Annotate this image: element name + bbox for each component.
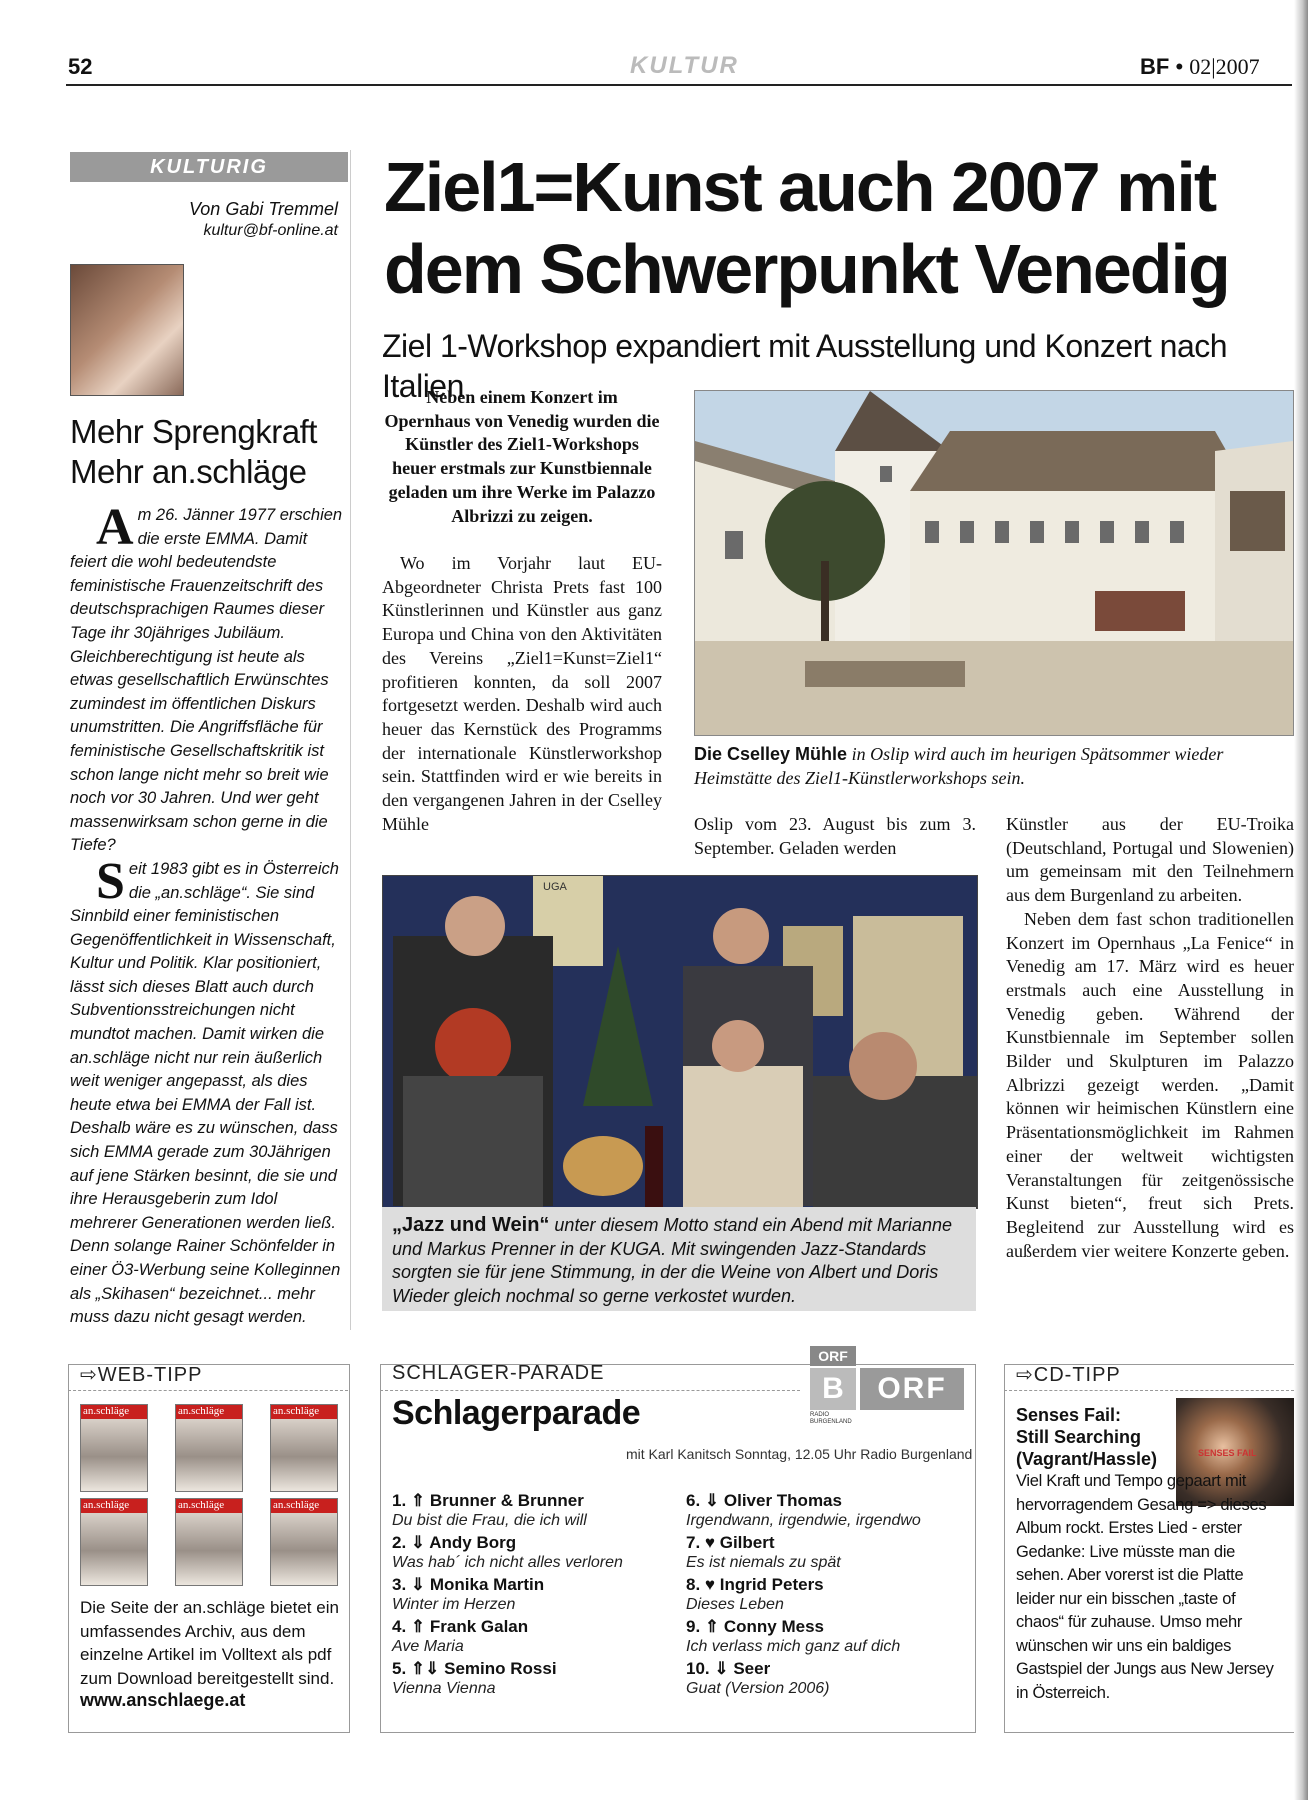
orf-radio-burgenland-logo [810, 1346, 964, 1428]
schlager-subtitle: mit Karl Kanitsch Sonntag, 12.05 Uhr Radio Burgenland [626, 1446, 973, 1462]
artist-name: Monika Martin [429, 1575, 545, 1594]
list-item-rank: 9. ⇑ [686, 1617, 724, 1636]
article-paragraph: Wo im Vorjahr laut EU-Abgeordneter Christa Prets fast 100 Künstlerinnen und Künstler aus ganz Europa und China von den Aktivitäten des Vereins „Ziel1=Kunst=Ziel1“ profitieren konnten, da soll 2007 fortgesetzt werden. Deshalb wird auch heuer das Kernstück des Programms der internationale Künstlerworkshop sein. Stattfinden wird er wie bereits in den vergangenen Jahren in der Cselley Mühle [382, 553, 662, 834]
dropcap: A [96, 499, 134, 556]
cd-title [1016, 1404, 1166, 1470]
magazine-cover [270, 1404, 338, 1492]
article-body-col2 [694, 813, 976, 860]
article-paragraph: Neben dem fast schon traditionellen Konzert im Opernhaus „La Fenice“ in Venedig am 17. März wird es heuer erstmals auch eine Ausstellung in Venedig geben. Während der Kunstbiennale im September sollen Bilder und Skulpturen im Palazzo Albrizzi gezeigt werden. „Damit können wir heimischen Künstlern eine Präsentationsmöglichkeit im Rahmen einer der weltweit wichtigsten Veranstaltungen für zeitgenössische Kunst bieten“, freut sich Prets. Begleitend zur Ausstellung wird es außerdem vier weitere Konzerte geben. [1006, 908, 1294, 1261]
web-tipp-heading [80, 1362, 202, 1387]
jazz-illustration [383, 876, 977, 1208]
photo-caption-bold: Die Cselley Mühle [694, 744, 848, 764]
list-item [686, 1658, 956, 1698]
article-body-col3 [1006, 813, 1294, 1263]
list-item-song: Winter im Herzen [392, 1596, 516, 1613]
list-item [686, 1574, 956, 1614]
list-item-rank: 4. ⇑ [392, 1617, 430, 1636]
column-paragraph-2 [70, 852, 348, 1330]
web-tipp-url[interactable]: www.anschlaege.at [80, 1690, 246, 1710]
list-item [392, 1532, 662, 1572]
cover-label: an.schläge [178, 1405, 225, 1417]
cover-label: an.schläge [273, 1405, 320, 1417]
magazine-covers [80, 1404, 336, 1584]
cd-cover-text: SENSES FAIL [1198, 1448, 1257, 1458]
orf-logo-radio: RADIO BURGENLAND [810, 1412, 852, 1425]
mill-illustration [695, 391, 1293, 735]
magazine-cover [270, 1498, 338, 1586]
byline-email: kultur@bf-online.at [203, 222, 338, 239]
schlager-title: Schlagerparade [392, 1394, 641, 1432]
column-body [70, 499, 348, 1330]
cover-label: an.schläge [273, 1499, 320, 1511]
dropcap: S [96, 852, 125, 910]
list-item-artist [392, 1532, 662, 1553]
headline [384, 146, 1304, 310]
cover-label: an.schläge [83, 1499, 130, 1511]
subheadline: Ziel 1-Workshop expandiert mit Ausstellung und Konzert nach Italien [382, 328, 1228, 404]
schlager-heading: SCHLAGER-PARADE [392, 1362, 605, 1384]
list-item-artist [686, 1490, 956, 1511]
list-item-song: Ave Maria [392, 1638, 464, 1655]
list-item-rank: 3. ⇓ [392, 1575, 430, 1594]
byline-author: Von Gabi Tremmel [188, 199, 338, 219]
cd-title-line: Still Searching [1016, 1427, 1142, 1447]
column-label: KULTURIG [70, 152, 348, 182]
list-item-rank: 2. ⇓ [392, 1533, 430, 1552]
magazine-cover [80, 1404, 148, 1492]
cd-title-line: (Vagrant/Hassle) [1016, 1449, 1158, 1469]
photo-caption [694, 742, 1294, 790]
list-item-song: Was hab´ ich nicht alles verloren [392, 1554, 623, 1571]
header-rule [66, 84, 1292, 86]
list-item [392, 1490, 662, 1530]
cd-title-line: Senses Fail: [1016, 1405, 1122, 1425]
cover-label: an.schläge [83, 1405, 130, 1417]
page-number: 52 [68, 54, 93, 79]
list-item-artist [686, 1574, 956, 1595]
column-p1-text: m 26. Jänner 1977 erschien die erste EMMA. Damit feiert die wohl bedeutendste feministische Frauenzeitschrift des deutschsprachigen Raumes dieser Tage ihr 30jähriges Jubiläum. Gleichberechtigung ist heute als etwas gesellschaftlich Erwünschtes zumindest im öffentlichen Diskurs unumstritten. Die Angriffsfläche für feministische Gesellschaftskritik ist schon lange nicht mehr so breit wie noch vor 30 Jahren. Und wer geht massenwirksam schon gerne in die Tiefe? [70, 506, 343, 855]
article-body-col1 [382, 552, 662, 836]
web-tipp-text: Die Seite der an.schläge bietet ein umfassendes Archiv, aus dem einzelne Artikel im Volltext als pdf zum Download bereitgestellt sind. [80, 1598, 339, 1688]
list-item-artist [392, 1574, 662, 1595]
article-paragraph: Künstler aus der EU-Troika (Deutschland, Portugal und Slowenien) um gemeinsam mit den Teilnehmern aus dem Burgenland zu arbeiten. [1006, 814, 1294, 906]
author-photo [70, 264, 184, 396]
list-item-song: Vienna Vienna [392, 1680, 496, 1697]
list-item-song: Ich verlass mich ganz auf dich [686, 1638, 901, 1655]
cd-tipp-heading [1016, 1362, 1121, 1387]
masthead [1140, 54, 1260, 80]
cd-tipp-text: Viel Kraft und Tempo gepaart mit hervorragendem Gesang => dieses Album rockt. Erstes Lied - erster Gedanke: Live müsste man die sehen. Aber vorerst ist die Platte leider nur ein bisschen „taste of chaos“ für zuhause. Umso mehr wünschen wir uns ein baldiges Gastspiel der Jungs aus New Jersey in Österreich. [1016, 1472, 1274, 1702]
column-title-line1: Mehr Sprengkraft [70, 413, 317, 450]
photo-caption-text: unter diesem Motto stand ein Abend mit Marianne und Markus Prenner in der KUGA. Mit swingenden Jazz-Standards sorgten sie für jene Stimmung, in der die Weine von Albert und Doris Wieder gleich nochmal so gerne verkostet wurden. [392, 1215, 952, 1306]
divider [380, 1390, 800, 1391]
photo-caption [392, 1214, 968, 1308]
artist-name: Oliver Thomas [723, 1491, 842, 1510]
list-item [686, 1490, 956, 1530]
artist-name: Frank Galan [429, 1617, 529, 1636]
artist-name: Seer [733, 1659, 771, 1678]
photo-cselley-muehle [694, 390, 1294, 736]
magazine-cover [175, 1404, 243, 1492]
column-title [70, 412, 350, 492]
artist-name: Ingrid Peters [719, 1575, 824, 1594]
list-item-rank: 7. ♥ [686, 1533, 720, 1552]
artist-name: Semino Rossi [444, 1659, 557, 1678]
list-item-rank: 1. ⇑ [392, 1491, 430, 1510]
column-title-line2: Mehr an.schläge [70, 453, 307, 490]
artist-name: Andy Borg [429, 1533, 517, 1552]
artist-name: Gilbert [719, 1533, 775, 1552]
list-item-song: Es ist niemals zu spät [686, 1554, 841, 1571]
article-lead: Neben einem Konzert im Opernhaus von Venedig wurden die Künstler des Ziel1-Workshops heuer erstmals zur Kunstbiennale geladen um ihre Werke im Palazzo Albrizzi zu zeigen. [384, 387, 660, 526]
web-tipp-heading-text: WEB-TIPP [97, 1364, 203, 1386]
byline [70, 198, 338, 242]
list-item-artist [686, 1616, 956, 1637]
kuga-sign: UGA [543, 881, 567, 893]
masthead-brand: BF [1140, 54, 1170, 79]
list-item-artist [686, 1658, 956, 1679]
list-item [686, 1616, 956, 1656]
orf-logo-b: B [810, 1368, 856, 1410]
list-item [392, 1616, 662, 1656]
column-p2-text: eit 1983 gibt es in Österreich die „an.schläge“. Sie sind Sinnbild einer feministischen Gegenöffentlichkeit in Wissenschaft, Kultur und Politik. Klar positioniert, lässt sich dieses Blatt auch durch Subventionsstreichungen nicht mundtot machen. Damit wirken die an.schläge nicht nur rein äußerlich weit weniger angepasst, als dies heute etwa bei EMMA der Fall ist. Deshalb wäre es zu wünschen, dass sich EMMA gerade zum 30Jährigen auf jene Stärken besinnt, die sie und ihre Herausgeberin zum Idol mehrerer Generationen werden ließ. Denn solange Rainer Schönfelder in einer Ö3-Werbung seine Kolleginnen als „Skihasen“ bezeichnet... mehr muss dazu nicht gesagt werden. [70, 859, 341, 1327]
section-title: KULTUR [630, 52, 739, 79]
list-item-song: Dieses Leben [686, 1596, 784, 1613]
magazine-cover [80, 1498, 148, 1586]
cover-label: an.schläge [178, 1499, 225, 1511]
orf-logo-small: ORF [810, 1346, 856, 1366]
list-item-song: Du bist die Frau, die ich will [392, 1512, 587, 1529]
list-item-artist [686, 1532, 956, 1553]
article-paragraph: Oslip vom 23. August bis zum 3. September. Geladen werden [694, 814, 976, 858]
divider [68, 1390, 348, 1391]
list-item-rank: 6. ⇓ [686, 1491, 724, 1510]
column-divider [350, 150, 351, 1330]
list-item [392, 1574, 662, 1614]
list-item-rank: 5. ⇑⇓ [392, 1659, 445, 1678]
list-item-rank: 10. ⇓ [686, 1659, 734, 1678]
artist-name: Brunner & Brunner [429, 1491, 584, 1510]
arrow-right-icon: ⇨ [80, 1364, 98, 1386]
photo-jazz-und-wein [382, 875, 978, 1209]
photo-caption-bold: „Jazz und Wein“ [392, 1214, 550, 1236]
arrow-right-icon: ⇨ [1016, 1364, 1034, 1386]
list-item-artist [392, 1616, 662, 1637]
divider [1004, 1390, 1294, 1391]
list-item-song: Guat (Version 2006) [686, 1680, 830, 1697]
photo-caption-text: in Oslip wird auch im heurigen Spätsommer wieder Heimstätte des Ziel1-Künstlerworkshops sein. [694, 744, 1224, 788]
column-paragraph-1 [70, 499, 348, 858]
cd-tipp-heading-text: CD-TIPP [1033, 1364, 1121, 1386]
headline-line2: dem Schwerpunkt Venedig [384, 230, 1229, 308]
list-item-artist [392, 1490, 662, 1511]
list-item-song: Irgendwann, irgendwie, irgendwo [686, 1512, 921, 1529]
magazine-cover [175, 1498, 243, 1586]
list-item [686, 1532, 956, 1572]
artist-name: Conny Mess [723, 1617, 825, 1636]
list-item-rank: 8. ♥ [686, 1575, 720, 1594]
headline-line1: Ziel1=Kunst auch 2007 mit [384, 148, 1216, 226]
masthead-dot: • [1175, 54, 1190, 79]
list-item [392, 1658, 662, 1698]
orf-logo-big: ORF [860, 1368, 964, 1410]
page-spine-shadow [1294, 0, 1308, 1800]
masthead-issue: 02|2007 [1189, 54, 1260, 79]
list-item-artist [392, 1658, 662, 1679]
